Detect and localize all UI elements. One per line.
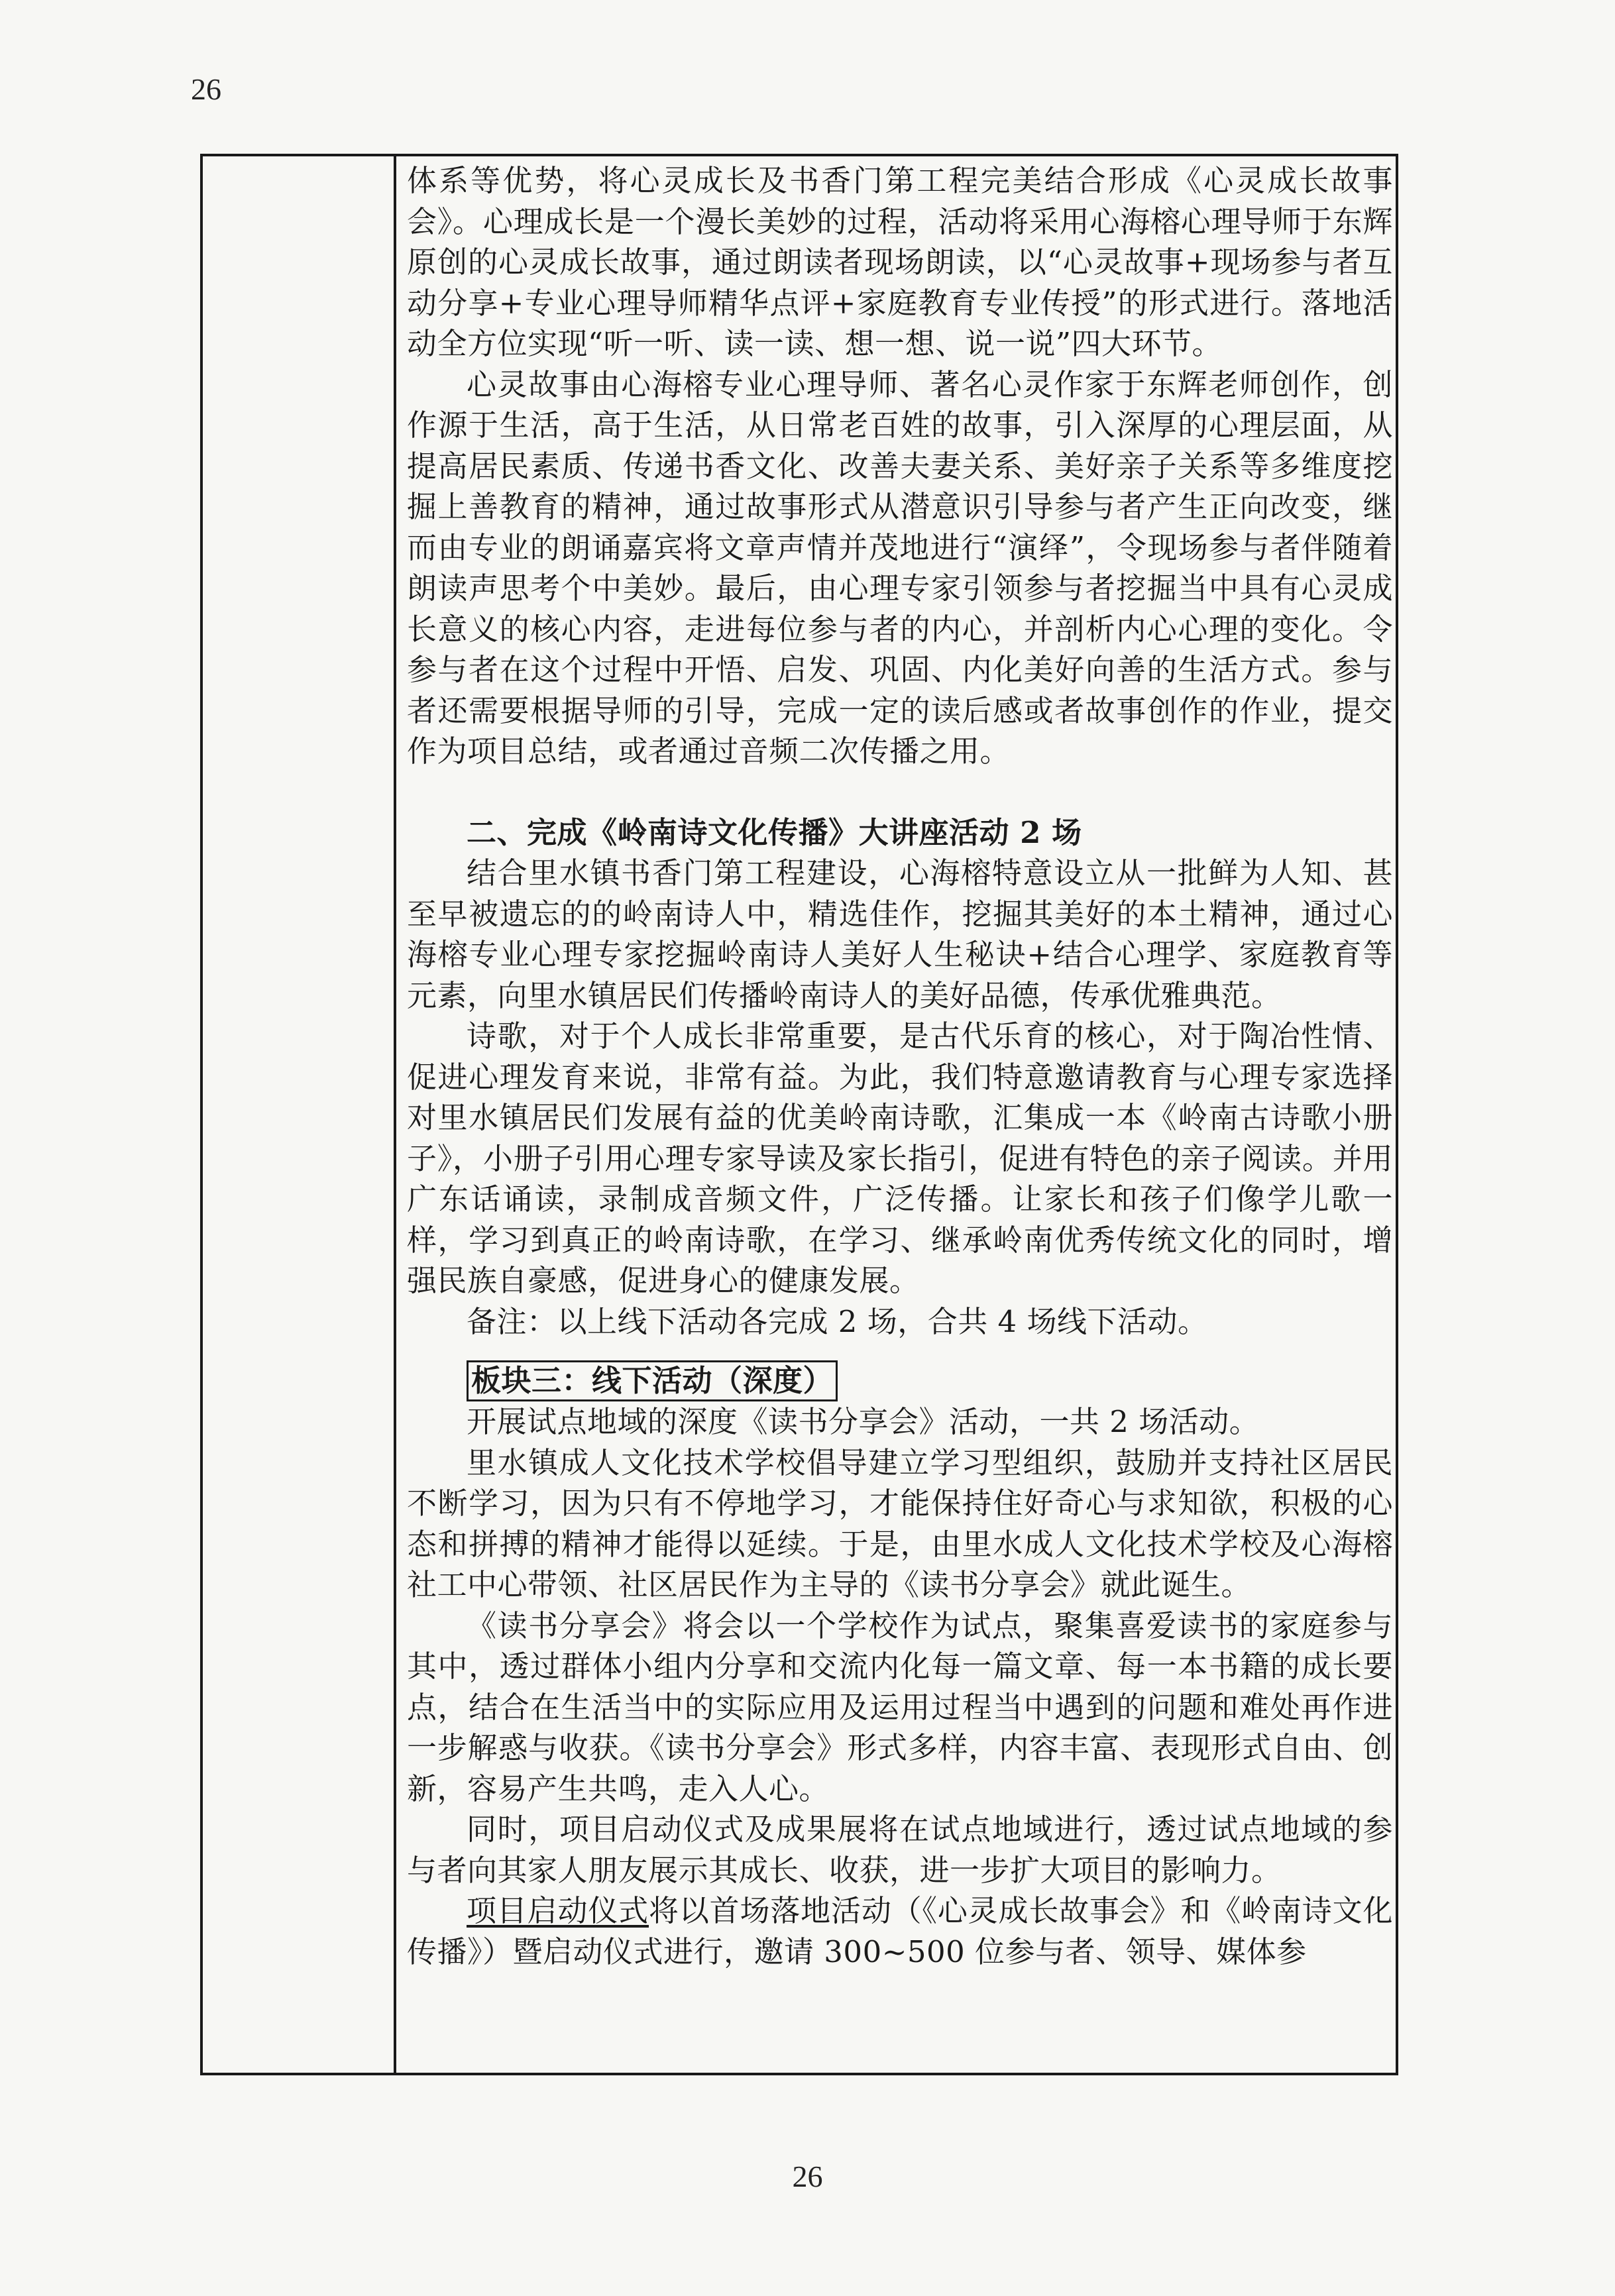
page-number-bottom: 26 — [792, 2159, 823, 2193]
paragraph-reading-session-pilot: 开展试点地域的深度《读书分享会》活动，一共 2 场活动。 — [467, 1404, 1260, 1439]
paragraph-launch-ceremony — [407, 1890, 1393, 1972]
table-content-cell — [407, 160, 1393, 1972]
launch-ceremony-text: 将以首场落地活动（《心灵成长故事会》和《岭南诗文化传播》）暨启动仪式进行，邀请 300~500 位参与者、领导、媒体参 — [407, 1893, 1393, 1969]
section-heading-lingnan-poetry: 二、完成《岭南诗文化传播》大讲座活动 2 场 — [467, 814, 1082, 850]
paragraph-remark: 备注：以上线下活动各完成 2 场，合共 4 场线下活动。 — [467, 1303, 1208, 1339]
paragraph-adult-school: 里水镇成人文化技术学校倡导建立学习型组织，鼓励并支持社区居民不断学习，因为只有不停地学习，才能保持住好奇心与求知欲，积极的心态和拼搏的精神才能得以延续。于是，由里水成人文化技术学校及心海榕社工中心带领、社区居民作为主导的《读书分享会》就此诞生。 — [407, 1445, 1393, 1602]
section-heading-block-three: 板块三：线下活动（深度） — [467, 1360, 838, 1401]
paragraph-story-creation: 心灵故事由心海榕专业心理导师、著名心灵作家于东辉老师创作，创作源于生活，高于生活，从日常老百姓的故事，引入深厚的心理层面，从提高居民素质、传递书香文化、改善夫妻关系、美好亲子关系等多维度挖掘上善教育的精神，通过故事形式从潜意识引导参与者产生正向改变，继而由专业的朗诵嘉宾将文章声情并茂地进行“演绎”，令现场参与者伴随着朗读声思考个中美妙。最后，由心理专家引领参与者挖掘当中具有心灵成长意义的核心内容，走进每位参与者的内心，并剖析内心心理的变化。令参与者在这个过程中开悟、启发、巩固、内化美好向善的生活方式。参与者还需要根据导师的引导，完成一定的读后感或者故事创作的作业，提交作为项目总结，或者通过音频二次传播之用。 — [407, 366, 1393, 769]
paragraph-story-session-intro: 体系等优势，将心灵成长及书香门第工程完美结合形成《心灵成长故事会》。心理成长是一个漫长美妙的过程，活动将采用心海榕心理导师于东辉原创的心灵成长故事，通过朗读者现场朗读，以“心灵故事+现场参与者互动分享+专业心理导师精华点评+家庭教育专业传授”的形式进行。落地活动全方位实现“听一听、读一读、想一想、说一说”四大环节。 — [407, 163, 1393, 361]
content-table — [200, 154, 1398, 2075]
launch-ceremony-underlined: 项目启动仪式 — [467, 1893, 649, 1928]
paragraph-poetry-importance: 诗歌，对于个人成长非常重要，是古代乐育的核心，对于陶冶性情、促进心理发育来说，非常有益。为此，我们特意邀请教育与心理专家选择对里水镇居民们发展有益的优美岭南诗歌，汇集成一本《岭南古诗歌小册子》，小册子引用心理专家导读及家长指引，促进有特色的亲子阅读。并用广东话诵读，录制成音频文件，广泛传播。让家长和孩子们像学儿歌一样，学习到真正的岭南诗歌，在学习、继承岭南优秀传统文化的同时，增强民族自豪感，促进身心的健康发展。 — [407, 1018, 1393, 1298]
paragraph-lingnan-poets: 结合里水镇书香门第工程建设，心海榕特意设立从一批鲜为人知、甚至早被遗忘的的岭南诗人中，精选佳作，挖掘其美好的本土精神，通过心海榕专业心理专家挖掘岭南诗人美好人生秘诀+结合心理学、家庭教育等元素，向里水镇居民们传播岭南诗人的美好品德，传承优雅典范。 — [407, 855, 1393, 1013]
paragraph-reading-session-details: 《读书分享会》将会以一个学校作为试点，聚集喜爱读书的家庭参与其中，透过群体小组内分享和交流内化每一篇文章、每一本书籍的成长要点，结合在生活当中的实际应用及运用过程当中遇到的问题和难处再作进一步解惑与收获。《读书分享会》形式多样，内容丰富、表现形式自由、创新，容易产生共鸣，走入人心。 — [407, 1608, 1393, 1806]
paragraph-launch-and-showcase: 同时，项目启动仪式及成果展将在试点地域进行，透过试点地域的参与者向其家人朋友展示其成长、收获，进一步扩大项目的影响力。 — [407, 1812, 1393, 1888]
page-number-top: 26 — [191, 72, 221, 106]
table-column-divider — [394, 156, 396, 2073]
section-heading-block-three-wrapper — [407, 1360, 1393, 1401]
